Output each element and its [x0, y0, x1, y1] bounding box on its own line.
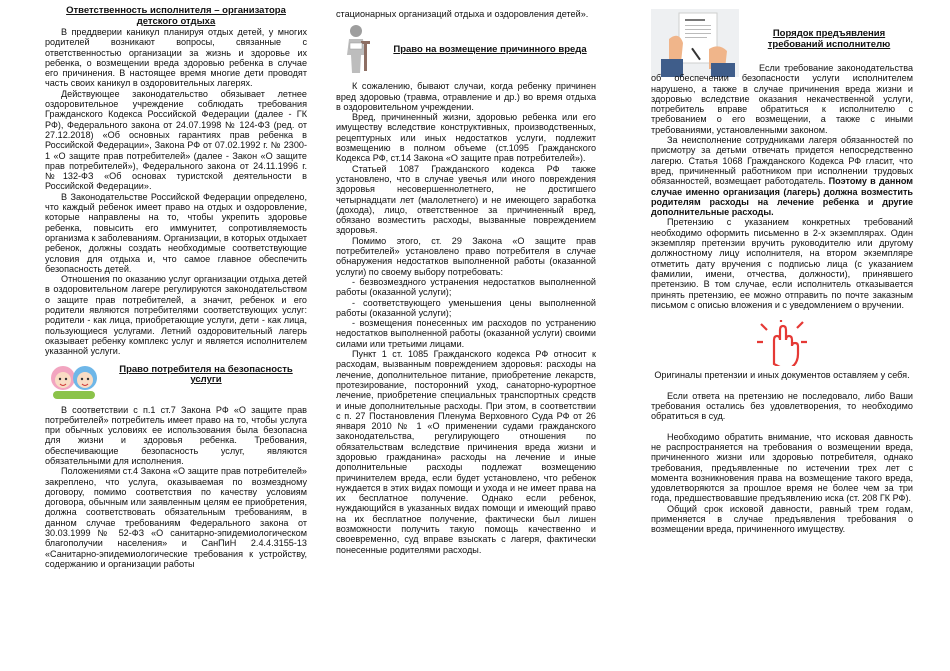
section-safety-header [45, 361, 307, 401]
paragraph: Действующее законодательство обязывает летнее оздоровительное учреждение соблюдать требования Гражданского Кодекса Российской Федерации (далее - ГК РФ), Федерального закона от 24.07.1998 № 124-ФЗ (ред. от 27.12.2018) «Об основных гарантиях прав ребенка в Российской Федерации», Закона РФ от 07.02.1992 г. № 2300-1 «О защите прав потребителей» (далее - Закон «О защите прав потребителей»), Федерального закона от 24.11.1996 г. №132-ФЗ «Об основах туристской деятельности в Российской Федерации». [45, 88, 307, 192]
paragraph: В Законодательстве Российской Федерации определено, что каждый ребенок имеет право на отдых и оздоровление, которые направлены на то, чтобы укрепить здоровье ребенка, повысить его иммунитет, сопротивляемость организма к заболеваниям. Организации, в которых отдыхает ребенок, должны создать необходимые соответствующие условия для отдыха и, что самое главное обеспечить безопасность детей. [45, 191, 307, 274]
note-originals: Оригиналы претензии и иных документов оставляем у себя. [654, 370, 910, 381]
paragraph-text: За неисполнение сотрудниками лагеря обязанностей по присмотру за детьми отвечать придется непосредственно лагерю. Статья 1068 Гражданского Кодекса РФ гласит, что вред, причиненный работником при исполнении трудовых обязанностей, возмещает работодатель. [651, 135, 913, 187]
heading-damage: Право на возмещение причинного вреда [393, 44, 587, 56]
paragraph: Если требование законодательства об обеспечении безопасности услуги исполнителем нарушено, а также в случае причинения вреда жизни и здоровью вследствие оказания некачественной услуги, потребитель вправе обратиться к исполнителю с требованием о его возмещении, а также с иными требованиями, установленными законом. [651, 63, 913, 135]
list-item: - возмещения понесенных им расходов по устранению недостатков выполненной работы (оказанной услуги) своими силами или третьими лицами. [336, 318, 596, 349]
paragraph: Общий срок исковой давности, равный трем годам, применяется в случае предъявления требования о возмещении вреда, причиненного имуществу. [651, 503, 913, 535]
heading-claims: Порядок предъявления требований исполнителю [767, 28, 891, 50]
paragraph: В преддверии каникул планируя отдых детей, у многих родителей возникают вопросы, связанные с ответственностью организации за жизнь и здоровье их ребенка, о возмещении вреда здоровью ребенка в случае его причинения. В настоящее время многие дети проводят часть своих каникул в оздоровительных лагерях. [45, 27, 307, 89]
paragraph: Претензию с указанием конкретных требований необходимо оформить письменно в 2-х экземплярах. Один экземпляр претензии вручить руководителю или другому должностному лицу исполнителя, на втором экземпляре отметить дату вручения с подписью лица (с указанием фамилии, имени, отчества, должности), принявшего претензию. В том случае, если исполнитель отказывается принять претензию, ее можно отправить по почте заказным письмом с описью вложения и с уведомлением о вручении. [651, 217, 913, 310]
paragraph: Отношения по оказанию услуг организации отдыха детей в оздоровительном лагере регулируются законодательством о защите прав потребителей, а значит, ребенок и его родители являются потребителями соответствующих услуг: родители - как лица, приобретающие услуги, дети - как лица, пользующиеся услугами. Летний оздоровительный лагерь оказывает ребенку комплекс услуг и является исполнителем указанной услуги. [45, 274, 307, 357]
paragraph: Положениями ст.4 Закона «О защите прав потребителей» закреплено, что услуга, оказываемая по возмездному договору, помимо соответствия по качеству условиям договора, обычным или заявленным целям ее приобретения, должна соответствовать обязательным требованиям, в данном случае требованиям Федерального закона от 30.03.1999 № 52-ФЗ «О санитарно-эпидемиологическом благополучии населения» и СанПиН 2.4.4.3155-13 «Санитарно-эпидемиологические требования к устройству, содержанию и организации работы [45, 466, 307, 569]
column-right [651, 9, 913, 535]
paragraph-emphasis: Поэтому в данном случае именно организация (лагерь) должна возместить родителям расходы на лечение ребенка и другие дополнительные расходы. [651, 176, 913, 218]
list-item: - безвозмездного устранения недостатков выполненной работы (оказанной услуги); [336, 276, 596, 298]
raised-hand-icon [757, 320, 807, 366]
list-item: - соответствующего уменьшения цены выполненной работы (оказанной услуги); [336, 297, 596, 318]
hand-icon-wrap [651, 320, 913, 368]
paragraph: Помимо этого, ст. 29 Закона «О защите прав потребителей» установлено право потребителя в случае обнаружения недостатков выполненной работы (оказанной услуги) по своему выбору потребовать: [336, 235, 596, 277]
section-damage-header [336, 23, 596, 75]
column-left [45, 6, 307, 569]
paragraph: Если ответа на претензию не последовало, либо Ваши требования остались без удовлетворения, то необходимо обратиться в суд. [651, 390, 913, 422]
heading-responsibility: Ответственность исполнителя – организатора детского отдыха [66, 5, 286, 27]
paragraph: Статьей 1087 Гражданского кодекса РФ также установлено, что в случае увечья или иного повреждения здоровья несовершеннолетнего, не достигшего четырнадцати лет (малолетнего) и не имеющего заработка (дохода), лицо, ответственное за причиненный вред, обязано возместить расходы, вызванные повреждением здоровья. [336, 163, 596, 236]
paragraph: Пункт 1 ст. 1085 Гражданского кодекса РФ относит к расходам, вызванным повреждением здоровья: расходы на лечение, дополнительное питание, приобретение лекарств, протезирование, посторонний уход, санаторно-курортное лечение, приобретение специальных транспортных средств и иные дополнительные расходы. При этом, в соответствии с п. 27 Постановления Пленума Верховного Суда РФ от 26 января 2010 № 1 «О применении судами гражданского законодательства, регулирующего отношения по обязательствам вследствие причинения вреда жизни и здоровью гражданина» расходы на лечение и иные дополнительные расходы подлежат возмещению причинителем вреда, если будет установлено, что ребенок нуждается в этих видах помощи и ухода и не имеет права на их бесплатное получение. Однако если ребенок, нуждающийся в указанных видах помощи и имеющий право на их бесплатное получение, фактически был лишен возможности получить такую помощь качественно и своевременно, суд вправе взыскать с лагеря, фактически понесенные родителями расходы. [336, 349, 596, 555]
paragraph: К сожалению, бывают случаи, когда ребенку причинен вред здоровью (травма, отравление и др.) во время отдыха в оздоровительном учреждении. [336, 81, 596, 112]
injured-person-icon [336, 23, 380, 75]
column-middle [336, 9, 596, 555]
paragraph: Необходимо обратить внимание, что исковая давность не распространяется на требования о возмещении вреда, причиненного жизни или здоровью потребителя, однако требования, предъявленные по истечении трех лет с момента возникновения права на возмещение такого вреда, удовлетворяются за прошлое время не более чем за три года, предшествовавшие предъявлению иска (ст. 208 ГК РФ). [651, 431, 913, 504]
paragraph: Вред, причиненный жизни, здоровью ребенка или его имуществу вследствие конструктивных, производственных, рецептурных или иных недостатков услуги, подлежит возмещению в полном объеме (ст.1095 Гражданского Кодекса РФ, ст.14 Закона «О защите прав потребителей»). [336, 112, 596, 164]
children-icon [45, 361, 105, 401]
paragraph [651, 135, 913, 217]
document-signing-icon [651, 9, 739, 77]
heading-safety: Право потребителя на безопасность услуги [119, 363, 293, 385]
paragraph: В соответствии с п.1 ст.7 Закона РФ «О защите прав потребителей» потребитель имеет право на то, чтобы услуга при обычных условиях ее использования была безопасна для жизни и здоровья ребенка. Требования, обеспечивающие безопасность услуг, являются обязательными для исполнения. [45, 404, 307, 466]
paragraph: стационарных организаций отдыха и оздоровления детей». [336, 9, 589, 19]
